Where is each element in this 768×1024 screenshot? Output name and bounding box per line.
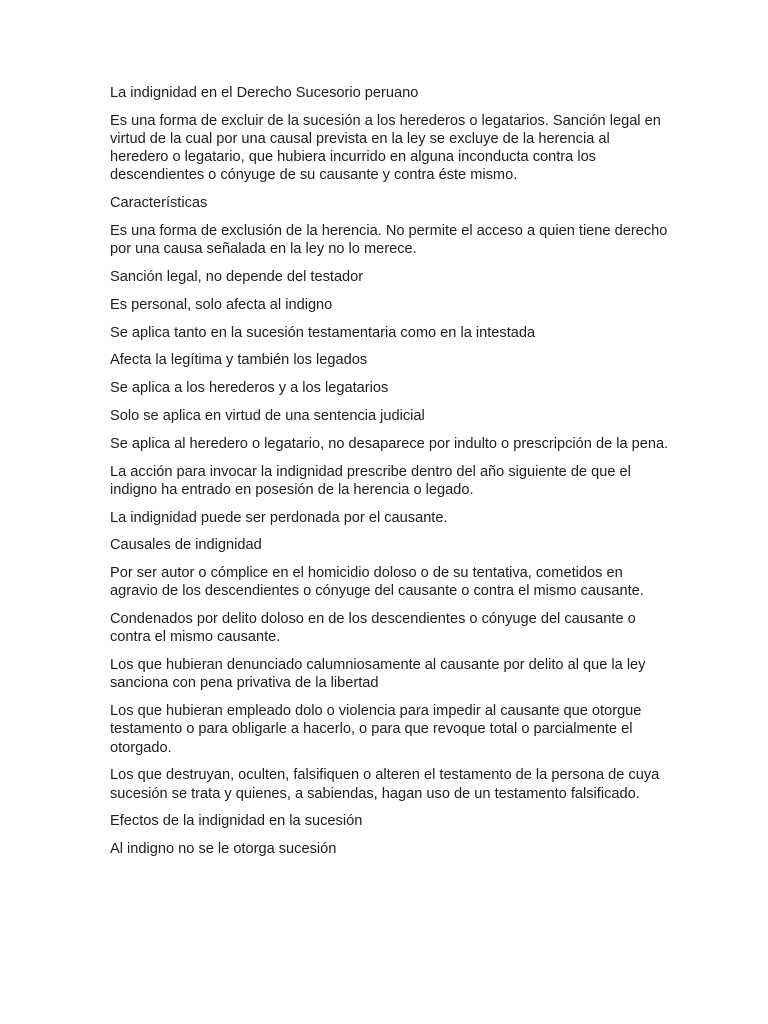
effects-heading: Efectos de la indignidad en la sucesión: [110, 813, 363, 830]
characteristic-item: Se aplica al heredero o legatario, no desaparece por indulto o prescripción de la pena.: [110, 435, 669, 452]
characteristic-item: Afecta la legítima y también los legados: [110, 352, 368, 369]
cause-item: Por ser autor o cómplice en el homicidio doloso o de su tentativa, cometidos en agravio de los descendientes o cónyuge del causante o contra el mismo causante.: [110, 565, 644, 600]
document-title: La indignidad en el Derecho Sucesorio peruano: [110, 85, 419, 101]
characteristic-item: Es una forma de exclusión de la herencia. No permite el acceso a quien tiene derecho por una causa señalada en la ley no lo merece.: [110, 223, 668, 258]
cause-item: Los que hubieran empleado dolo o violencia para impedir al causante que otorgue testamento o para obligarle a hacerlo, o para que revoque total o parcialmente el otorgado.: [110, 703, 642, 756]
characteristic-item: Se aplica a los herederos y a los legatarios: [110, 380, 389, 397]
characteristic-item: Sanción legal, no depende del testador: [110, 269, 364, 285]
causes-heading: Causales de indignidad: [110, 537, 262, 554]
characteristic-item: Es personal, solo afecta al indigno: [110, 296, 333, 313]
characteristic-item: Solo se aplica en virtud de una sentencia judicial: [110, 407, 425, 424]
characteristic-item: La acción para invocar la indignidad prescribe dentro del año siguiente de que el indigno ha entrado en posesión de la herencia o legado.: [110, 463, 631, 498]
document-page: [110, 84, 670, 868]
characteristic-item: La indignidad puede ser perdonada por el causante.: [110, 509, 448, 526]
cause-item: Los que hubieran denunciado calumniosamente al causante por delito al que la ley sanciona con pena privativa de la libertad: [110, 657, 646, 692]
characteristic-item: Se aplica tanto en la sucesión testamentaria como en la intestada: [110, 324, 536, 341]
characteristics-heading: Características: [110, 195, 208, 212]
cause-item: Los que destruyan, oculten, falsifiquen o alteren el testamento de la persona de cuya sucesión se trata y quienes, a sabiendas, hagan uso de un testamento falsificado.: [110, 767, 660, 802]
definition-paragraph: Es una forma de excluir de la sucesión a los herederos o legatarios. Sanción legal en virtud de la cual por una causal prevista en la ley se excluye de la herencia al heredero o legatario, que hubiera incurrido en alguna inconducta contra los descendientes o cónyuge de su causante y contra éste mismo.: [110, 112, 661, 184]
cause-item: Condenados por delito doloso en de los descendientes o cónyuge del causante o contra el mismo causante.: [110, 611, 636, 646]
effect-item: Al indigno no se le otorga sucesión: [110, 841, 337, 858]
